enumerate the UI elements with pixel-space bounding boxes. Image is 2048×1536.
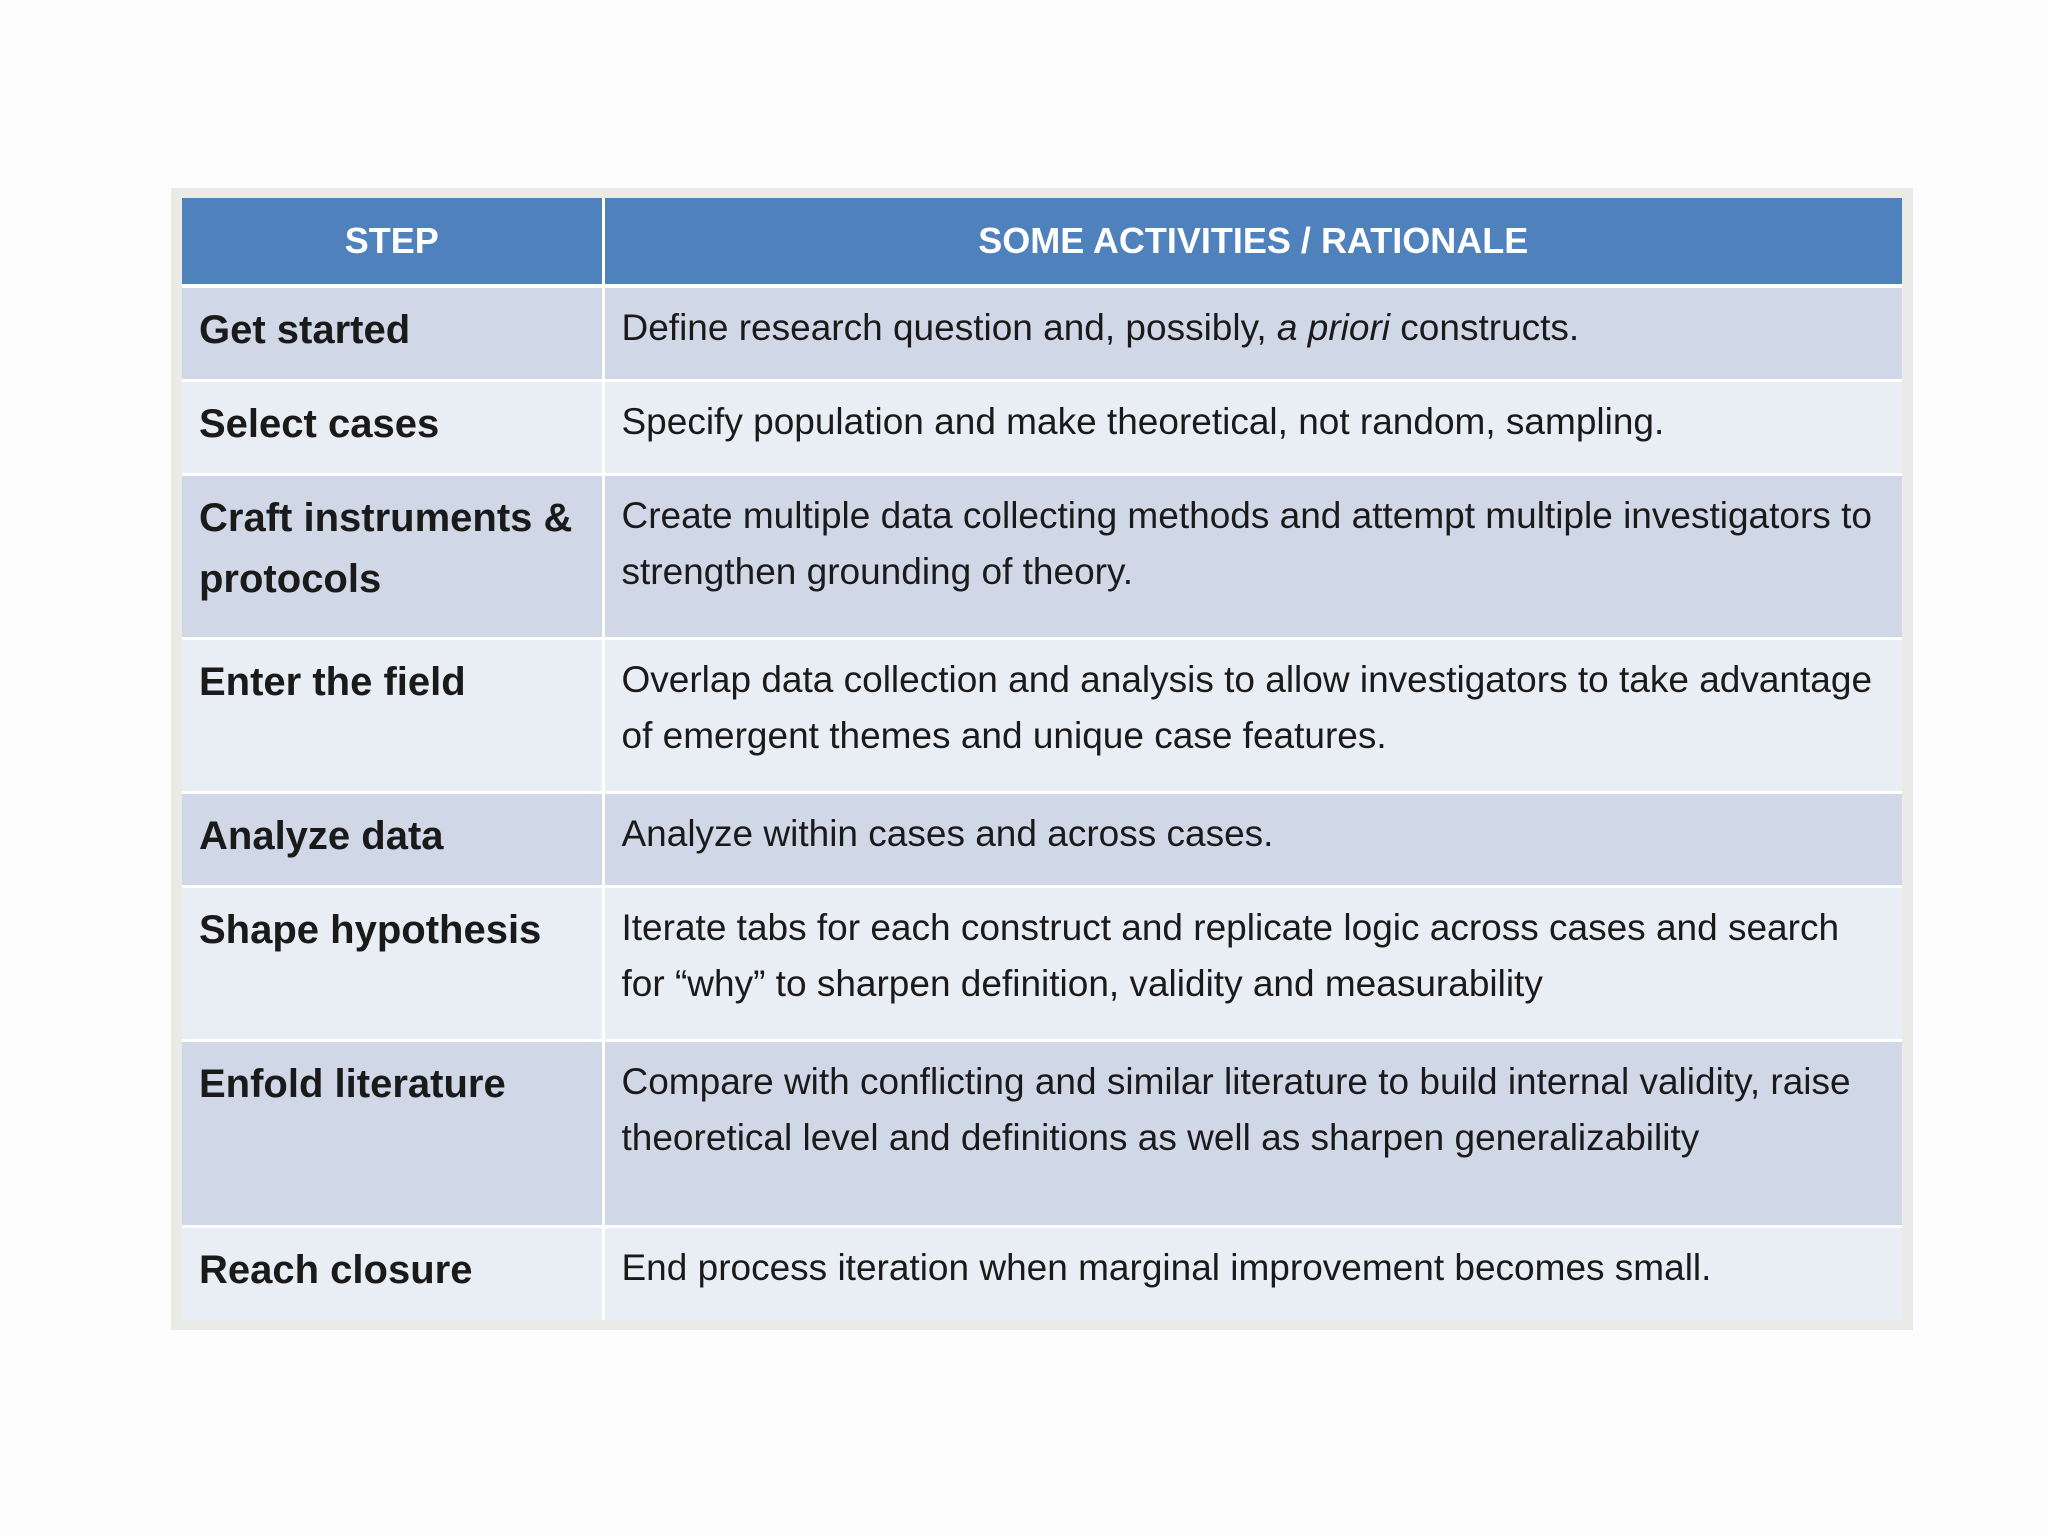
step-cell: Analyze data (182, 792, 603, 886)
table-row (182, 792, 1902, 886)
table-row (182, 886, 1902, 1040)
activity-text-end: constructs. (1390, 307, 1580, 348)
table-row (182, 1226, 1902, 1320)
step-cell: Get started (182, 286, 603, 380)
activity-emphasis: a priori (1276, 307, 1391, 348)
column-header-step: STEP (182, 198, 603, 286)
step-cell: Shape hypothesis (182, 886, 603, 1040)
table-row (182, 380, 1902, 474)
activity-cell: Iterate tabs for each construct and replicate logic across cases and search for “why” to sharpen definition, validity and measurability (603, 886, 1902, 1040)
step-cell: Reach closure (182, 1226, 603, 1320)
step-cell: Enfold literature (182, 1040, 603, 1226)
step-cell: Select cases (182, 380, 603, 474)
activity-cell: Analyze within cases and across cases. (603, 792, 1902, 886)
activity-cell (603, 286, 1902, 380)
steps-table-frame (171, 188, 1913, 1330)
step-cell: Craft instruments & protocols (182, 474, 603, 638)
activity-cell: Overlap data collection and analysis to allow investigators to take advantage of emergent themes and unique case features. (603, 638, 1902, 792)
activity-cell: Compare with conflicting and similar literature to build internal validity, raise theoretical level and definitions as well as sharpen generalizability (603, 1040, 1902, 1226)
table-row (182, 1040, 1902, 1226)
activity-cell: Specify population and make theoretical, not random, sampling. (603, 380, 1902, 474)
table-header-row (182, 198, 1902, 286)
activity-cell: Create multiple data collecting methods and attempt multiple investigators to strengthen grounding of theory. (603, 474, 1902, 638)
table-row (182, 286, 1902, 380)
table-row (182, 474, 1902, 638)
activity-text: Define research question and, possibly, (621, 307, 1277, 348)
column-header-activities: SOME ACTIVITIES / RATIONALE (603, 198, 1902, 286)
activity-cell: End process iteration when marginal improvement becomes small. (603, 1226, 1902, 1320)
table-row (182, 638, 1902, 792)
steps-table (182, 198, 1902, 1320)
step-cell: Enter the field (182, 638, 603, 792)
